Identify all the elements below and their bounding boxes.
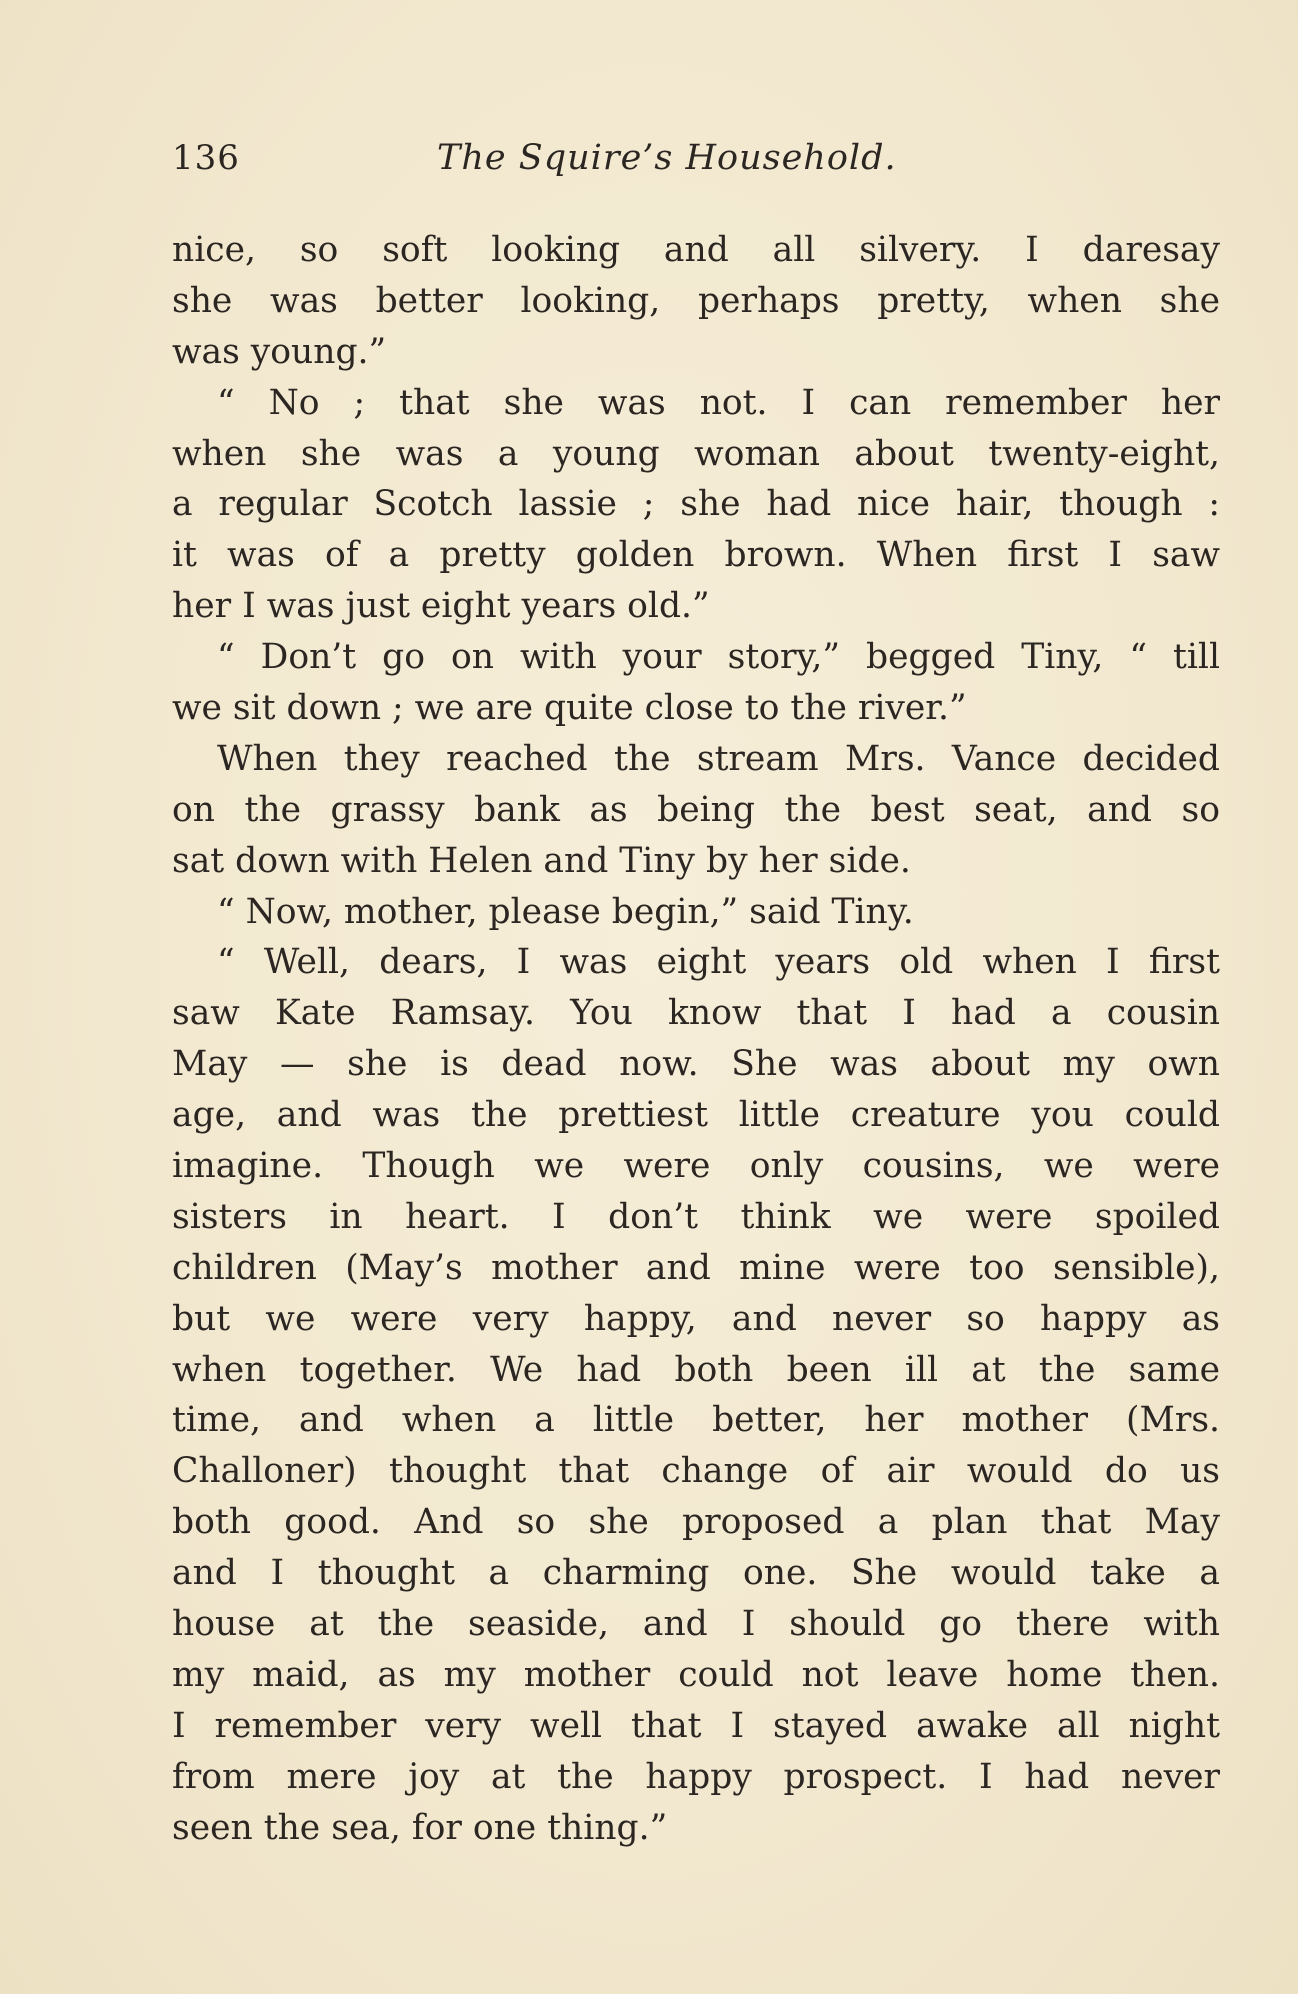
text-line: imagine. Though we were only cousins, we were — [172, 1146, 1220, 1187]
text-line: saw Kate Ramsay. You know that I had a cousin — [172, 993, 1220, 1034]
text-line: May — she is dead now. She was about my own — [172, 1044, 1220, 1085]
text-line: house at the seaside, and I should go there with — [172, 1604, 1220, 1645]
body-text — [172, 225, 1220, 1854]
page-header — [172, 138, 1222, 188]
text-line: seen the sea, for one thing.” — [172, 1807, 668, 1848]
text-line: but we were very happy, and never so happy as — [172, 1298, 1220, 1339]
text-line: it was of a pretty golden brown. When first I saw — [172, 535, 1220, 576]
text-line: on the grassy bank as being the best seat, and so — [172, 789, 1220, 830]
text-line: When they reached the stream Mrs. Vance decided — [217, 738, 1220, 779]
page-number: 136 — [172, 138, 240, 178]
text-line: sat down with Helen and Tiny by her side. — [172, 840, 911, 881]
text-line: “ Well, dears, I was eight years old when I first — [217, 942, 1220, 983]
text-line: “ Don’t go on with your story,” begged Tiny, “ till — [217, 637, 1220, 678]
text-line: both good. And so she proposed a plan that May — [172, 1502, 1220, 1543]
text-line: her I was just eight years old.” — [172, 586, 710, 627]
text-line: we sit down ; we are quite close to the river.” — [172, 688, 967, 729]
running-title: The Squire’s Household. — [437, 138, 897, 178]
text-line: “ Now, mother, please begin,” said Tiny. — [217, 891, 914, 932]
text-line: from mere joy at the happy prospect. I had never — [172, 1756, 1220, 1797]
text-line: and I thought a charming one. She would take a — [172, 1553, 1220, 1594]
text-line: was young.” — [172, 331, 387, 372]
text-line: children (May’s mother and mine were too sensible), — [172, 1247, 1220, 1288]
text-line: when together. We had both been ill at the same — [172, 1349, 1220, 1390]
text-line: a regular Scotch lassie ; she had nice hair, though : — [172, 484, 1220, 525]
text-line: I remember very well that I stayed awake all night — [172, 1705, 1220, 1746]
text-line: nice, so soft looking and all silvery. I daresay — [172, 230, 1220, 270]
text-line: when she was a young woman about twenty-eight, — [172, 433, 1220, 474]
text-line: my maid, as my mother could not leave home then. — [172, 1654, 1220, 1695]
text-line: she was better looking, perhaps pretty, when she — [172, 280, 1220, 321]
text-line: time, and when a little better, her mother (Mrs. — [172, 1400, 1220, 1441]
text-line: sisters in heart. I don’t think we were spoiled — [172, 1196, 1220, 1237]
text-line: “ No ; that she was not. I can remember her — [217, 382, 1220, 423]
text-line: age, and was the prettiest little creature you could — [172, 1095, 1220, 1136]
text-line: Challoner) thought that change of air would do us — [172, 1451, 1220, 1492]
